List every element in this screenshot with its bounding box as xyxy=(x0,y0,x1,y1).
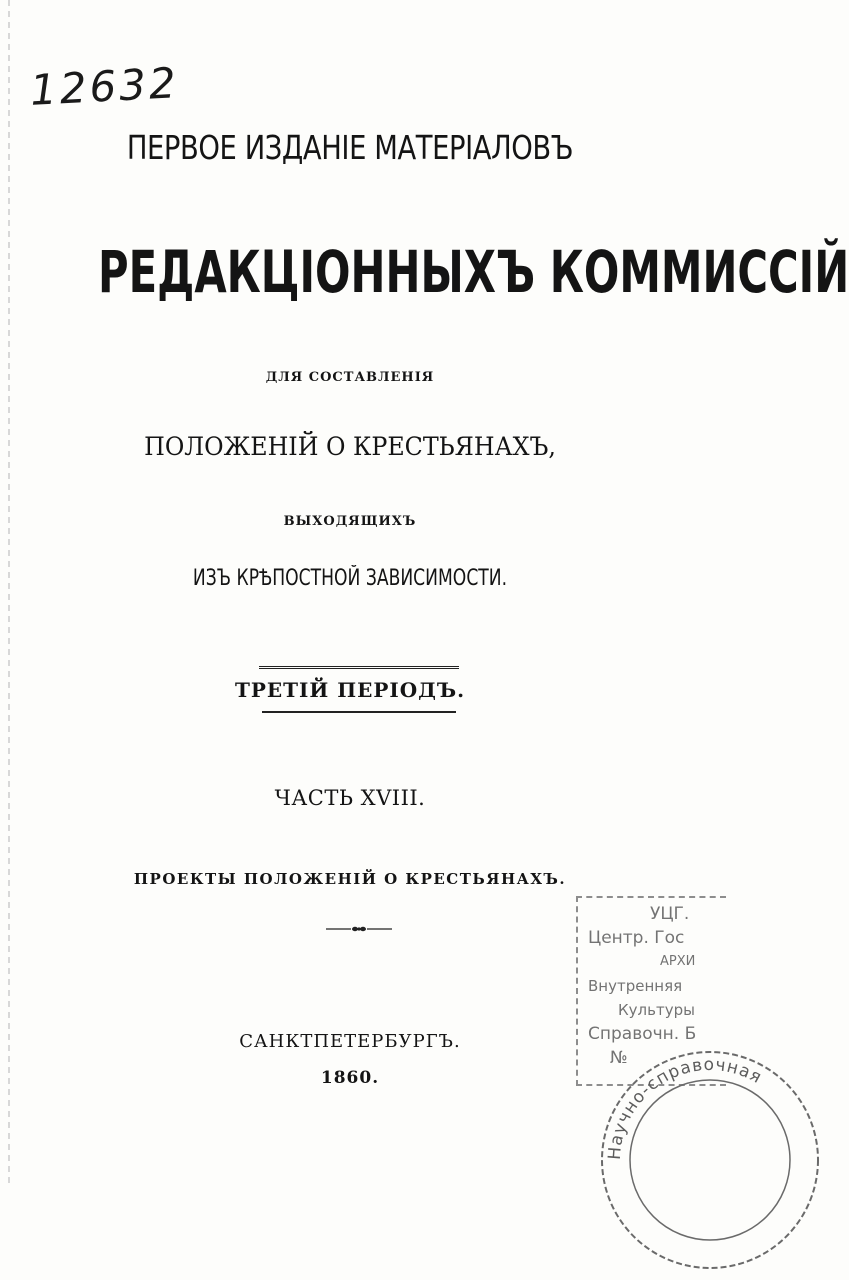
edition-title: ПЕРВОЕ ИЗДАНІЕ МАТЕРІАЛОВЪ xyxy=(126,128,574,167)
period-rule-top xyxy=(259,666,459,669)
imprint-year: 1860. xyxy=(320,1068,380,1088)
scan-edge xyxy=(8,0,10,1184)
archive-stamp-line: Справочн. Б xyxy=(588,1024,697,1044)
svg-text:Научно-справочная xyxy=(605,1055,766,1161)
archive-stamp-line: Внутренняя xyxy=(588,977,683,995)
imprint-city: САНКТПЕТЕРБУРГЪ. xyxy=(239,1031,461,1052)
round-library-stamp xyxy=(590,1040,830,1280)
archive-stamp-line: Центр. Гос xyxy=(588,928,685,948)
part-heading: ЧАСТЬ XVIII. xyxy=(274,786,426,810)
archive-stamp-line: АРХИ xyxy=(660,954,696,969)
subject-line: ПОЛОЖЕНІЙ О КРЕСТЬЯНАХЪ, xyxy=(144,432,556,461)
leaving-line: ВЫХОДЯЩИХЪ xyxy=(283,514,417,529)
projects-heading: ПРОЕКТЫ ПОЛОЖЕНІЙ О КРЕСТЬЯНАХЪ. xyxy=(133,870,567,888)
archive-stamp-line: № xyxy=(610,1048,628,1068)
purpose-line: ДЛЯ СОСТАВЛЕНІЯ xyxy=(265,370,435,385)
handwritten-inventory-number: 12632 xyxy=(28,58,180,115)
ornament-divider xyxy=(326,923,392,935)
period-heading: ТРЕТІЙ ПЕРІОДЪ. xyxy=(234,678,466,702)
archive-stamp-line: УЦГ. xyxy=(650,904,690,924)
period-rule-bottom xyxy=(262,711,456,713)
round-stamp-text: Научно-справочная xyxy=(604,1054,766,1161)
dependence-line: ИЗЪ КРѢПОСТНОЙ ЗАВИСИМОСТИ. xyxy=(192,566,508,591)
archive-stamp-line: Культуры xyxy=(618,1001,695,1019)
commissions-title: РЕДАКЦІОННЫХЪ КОММИССІЙ xyxy=(97,238,849,306)
